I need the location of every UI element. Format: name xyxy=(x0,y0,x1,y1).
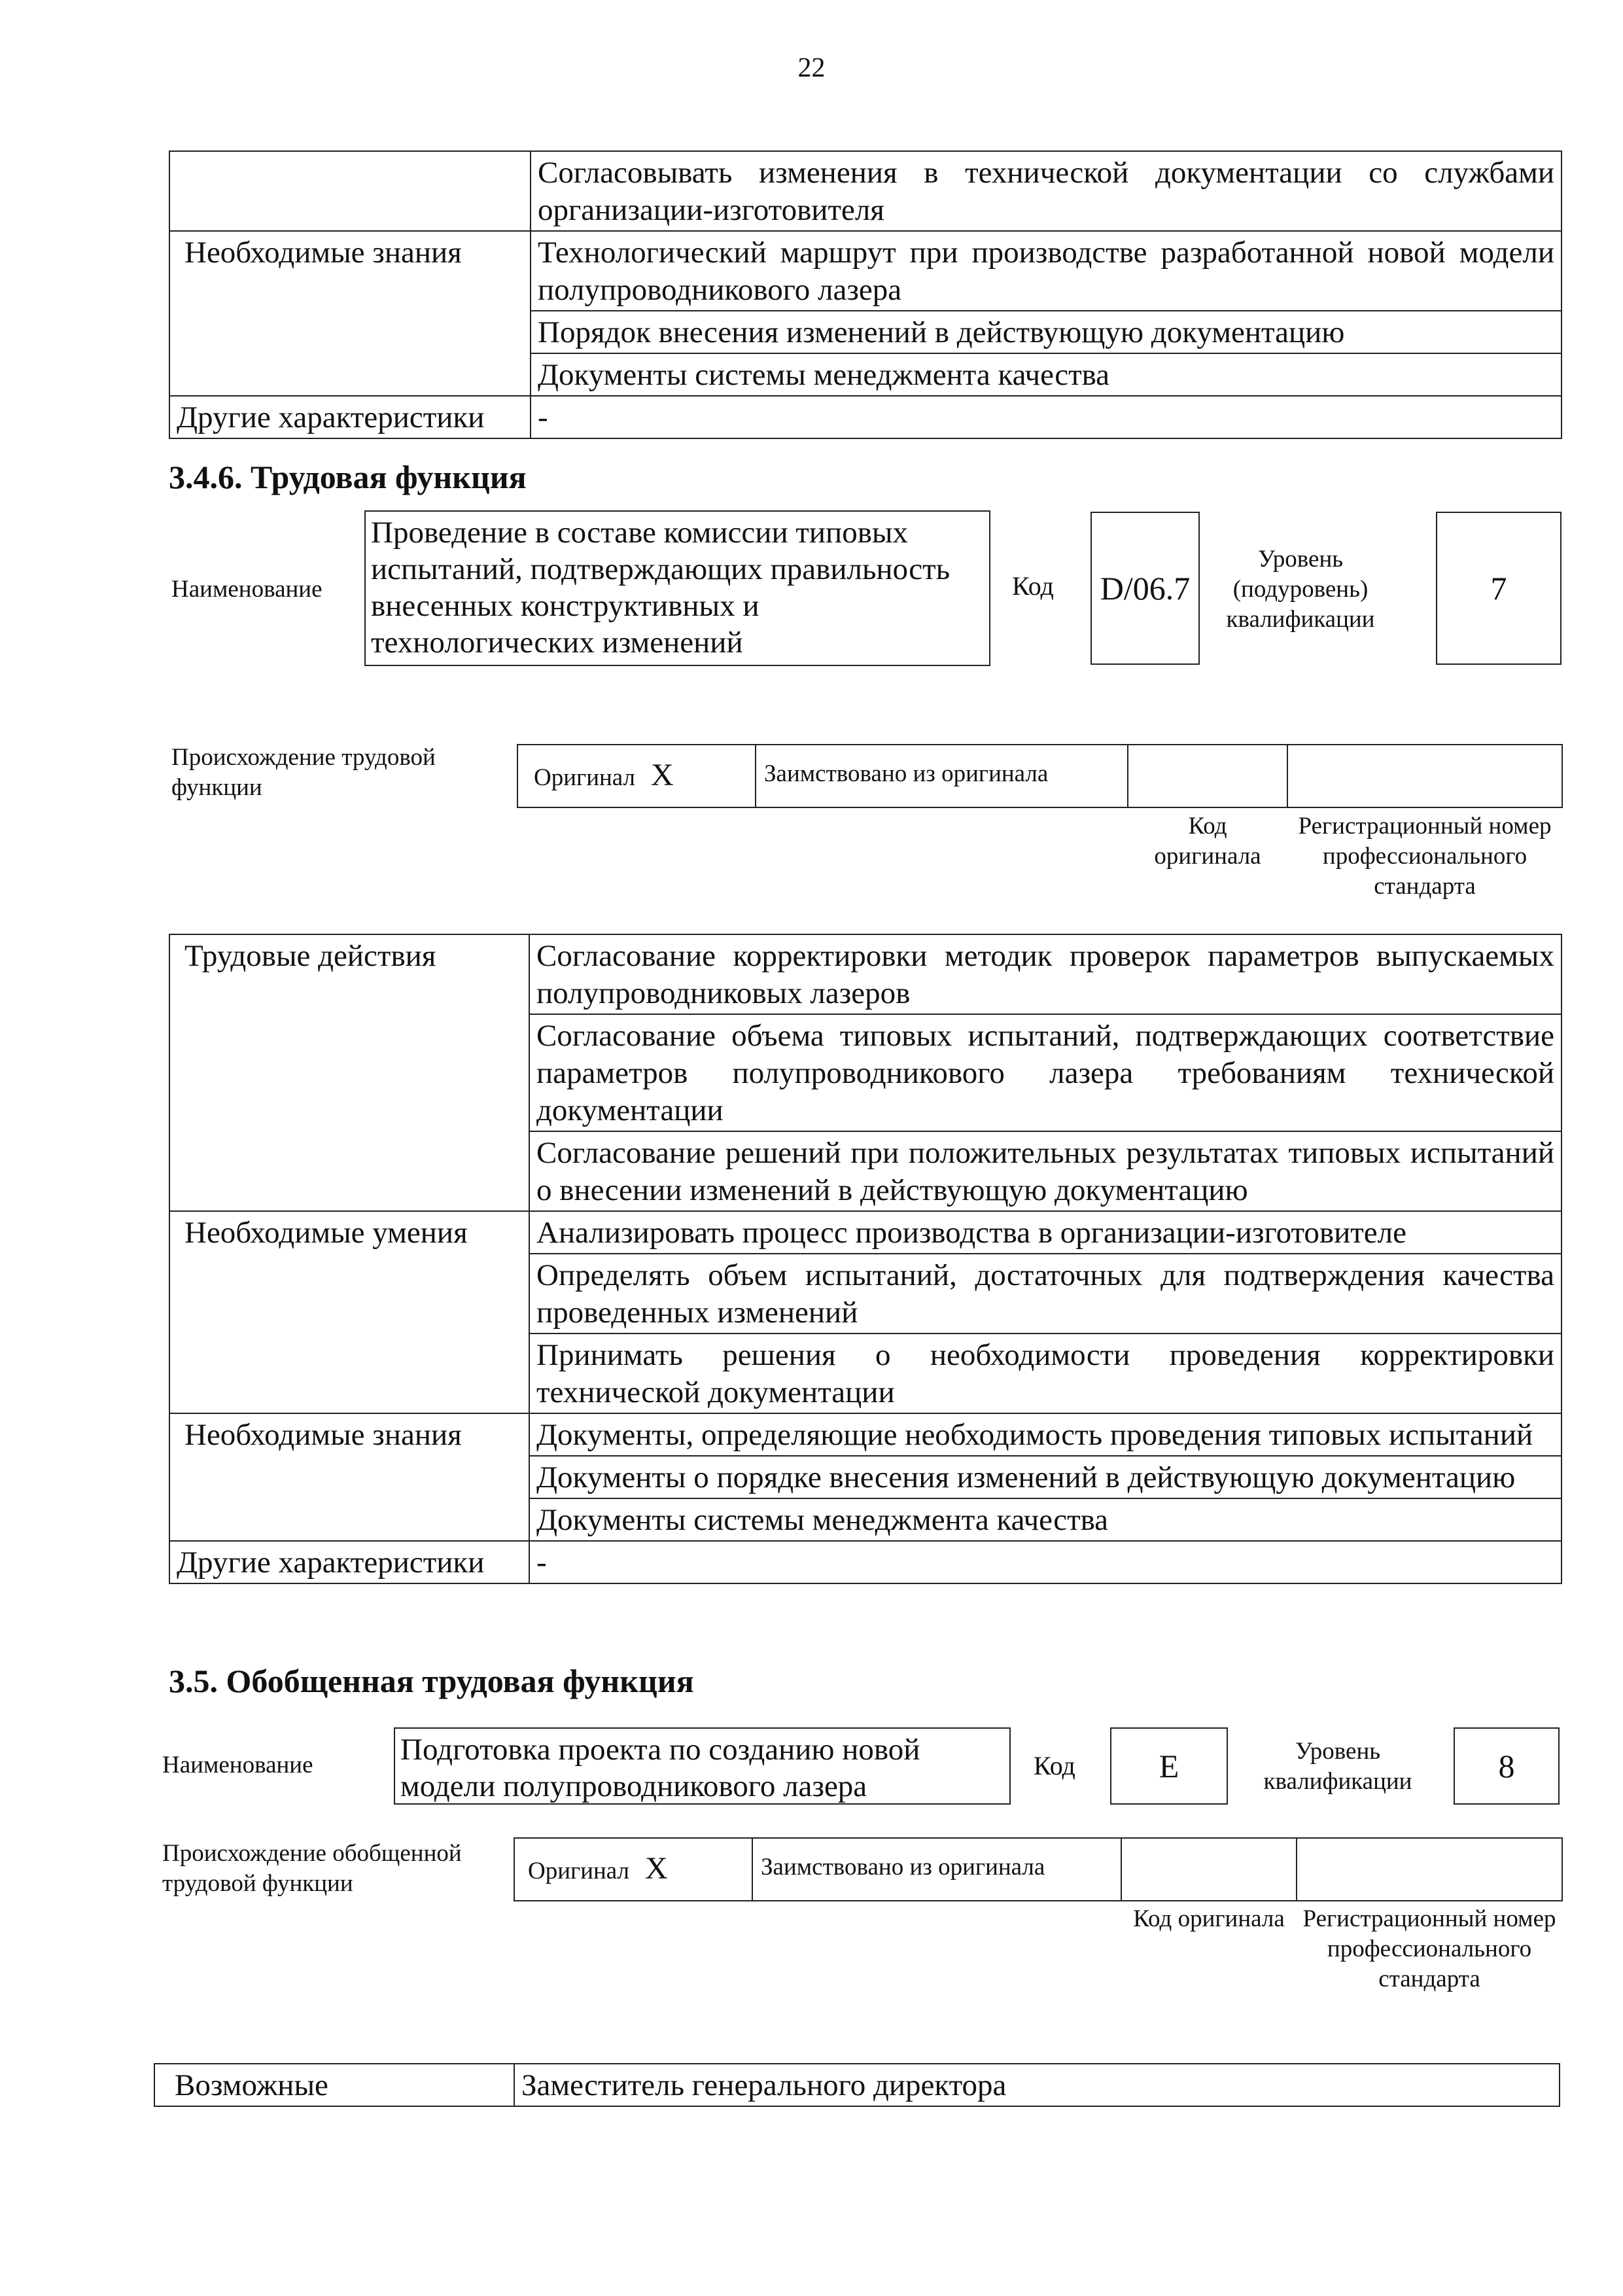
table-row xyxy=(169,151,1562,231)
row-text: Согласование объема типовых испытаний, подтверждающих соответствие параметров полупроводникового лазера требованиям технической документации xyxy=(529,1014,1562,1131)
borrowed-cell xyxy=(752,1837,1122,1901)
original-label: Оригинал xyxy=(534,764,636,791)
row-text: Принимать решения о необходимости проведения корректировки технической документации xyxy=(529,1333,1562,1413)
section-title-35: 3.5. Обобщенная трудовая функция xyxy=(169,1663,694,1699)
page-number: 22 xyxy=(797,53,826,83)
section-title-346: 3.4.6. Трудовая функция xyxy=(169,459,527,495)
row-text: Документы системы менеджмента качества xyxy=(529,1498,1562,1541)
original-label: Оригинал xyxy=(528,1858,630,1884)
row-label xyxy=(169,151,531,231)
table-row xyxy=(169,1541,1562,1583)
table-row xyxy=(169,1211,1562,1254)
row-label: Другие характеристики xyxy=(169,1541,529,1583)
row-text: Анализировать процесс производства в организации-изготовителе xyxy=(529,1211,1562,1254)
table-row xyxy=(169,1413,1562,1456)
reg-number-caption: Регистрационный номер профессионального стандарта xyxy=(1298,813,1552,900)
row-label: Другие характеристики xyxy=(169,396,531,438)
original-mark: X xyxy=(651,758,674,792)
code-value-box: E xyxy=(1110,1727,1228,1805)
row-label: Возможные xyxy=(154,2064,514,2106)
table-row xyxy=(169,934,1562,1014)
row-text: Согласовывать изменения в технической документации со службами организации-изготовителя xyxy=(531,151,1562,231)
code-label: Код xyxy=(1034,1751,1075,1780)
skills-table-top xyxy=(169,150,1562,439)
row-label: Необходимые умения xyxy=(169,1211,529,1413)
row-text: - xyxy=(531,396,1562,438)
row-text: - xyxy=(529,1541,1562,1583)
row-text: Документы, определяющие необходимость проведения типовых испытаний xyxy=(529,1413,1562,1456)
borrowed-label: Заимствовано из оригинала xyxy=(764,760,1049,787)
original-mark: X xyxy=(645,1851,668,1886)
function-name-box: Проведение в составе комиссии типовых испытаний, подтверждающих правильность внесенных конструктивных и технологических изменений xyxy=(364,510,990,666)
row-text: Технологический маршрут при производстве разработанной новой модели полупроводникового лазера xyxy=(531,231,1562,311)
function-name-box: Подготовка проекта по созданию новой модели полупроводникового лазера xyxy=(394,1727,1011,1805)
row-text: Документы системы менеджмента качества xyxy=(531,353,1562,396)
row-label: Необходимые знания xyxy=(169,1413,529,1541)
reg-number-caption: Регистрационный номер профессионального стандарта xyxy=(1302,1905,1556,1992)
row-label: Трудовые действия xyxy=(169,934,529,1211)
level-value-box: 8 xyxy=(1454,1727,1560,1805)
row-text: Согласование корректировки методик проверок параметров выпускаемых полупроводниковых лазеров xyxy=(529,934,1562,1014)
code-original-caption: Код оригинала xyxy=(1154,813,1261,870)
name-label: Наименование xyxy=(171,576,323,603)
skills-table-346 xyxy=(169,934,1562,1584)
level-value-box: 7 xyxy=(1436,512,1562,665)
row-text: Согласование решений при положительных результатах типовых испытаний о внесении изменений в действующую документацию xyxy=(529,1131,1562,1211)
borrowed-label: Заимствовано из оригинала xyxy=(761,1854,1045,1881)
table-row xyxy=(169,396,1562,438)
origin-label: Происхождение обобщенной трудовой функции xyxy=(162,1840,462,1897)
row-text: Определять объем испытаний, достаточных для подтверждения качества проведенных изменений xyxy=(529,1254,1562,1333)
code-value-box: D/06.7 xyxy=(1091,512,1200,665)
positions-table-35 xyxy=(154,2063,1560,2107)
code-original-cell xyxy=(1121,1837,1297,1901)
code-original-caption: Код оригинала xyxy=(1133,1905,1285,1932)
original-cell xyxy=(517,744,756,808)
row-label: Необходимые знания xyxy=(169,231,531,396)
row-text: Порядок внесения изменений в действующую документацию xyxy=(531,311,1562,353)
code-label: Код xyxy=(1012,571,1054,601)
name-label: Наименование xyxy=(162,1752,313,1778)
table-row xyxy=(154,2064,1560,2106)
table-row xyxy=(169,231,1562,311)
row-text: Документы о порядке внесения изменений в действующую документацию xyxy=(529,1456,1562,1498)
level-label: Уровень квалификации xyxy=(1263,1738,1412,1795)
reg-number-cell xyxy=(1296,1837,1563,1901)
original-cell xyxy=(514,1837,753,1901)
code-original-cell xyxy=(1127,744,1288,808)
level-label: Уровень (подуровень) квалификации xyxy=(1226,546,1375,633)
borrowed-cell xyxy=(755,744,1128,808)
row-text: Заместитель генерального директора xyxy=(514,2064,1560,2106)
origin-label: Происхождение трудовой функции xyxy=(171,744,436,801)
reg-number-cell xyxy=(1287,744,1563,808)
